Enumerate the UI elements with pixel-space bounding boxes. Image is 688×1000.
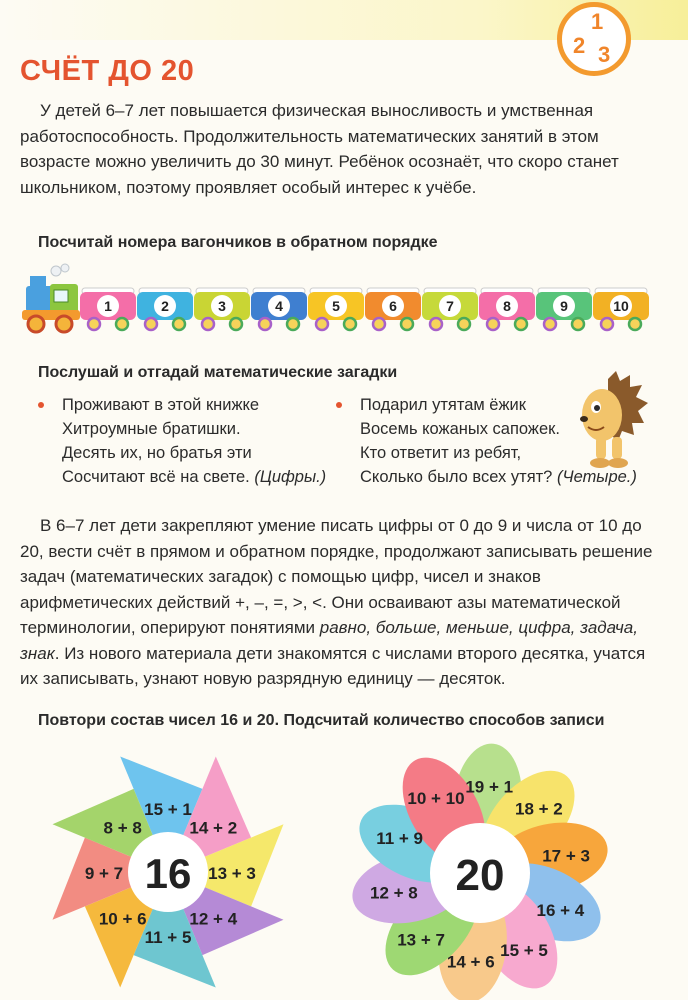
train-car-2 — [137, 288, 193, 330]
locomotive — [22, 264, 80, 332]
pinwheel-sum: 14 + 2 — [189, 818, 238, 838]
train-car-3 — [194, 288, 250, 330]
train-car-8 — [479, 288, 535, 330]
train-car-number: 4 — [275, 298, 283, 314]
train-illustration — [20, 262, 670, 342]
riddle-1-line-1: Проживают в этой книжке — [62, 396, 260, 414]
riddle-1-line-4: Сосчитают всё на свете. — [62, 468, 250, 486]
pinwheel-sum: 9 + 7 — [84, 864, 124, 883]
riddles-heading: Послушай и отгадай математические загадки — [38, 364, 398, 381]
riddle-2-line-4: Сколько было всех утят? — [360, 468, 553, 486]
flower-sum: 12 + 8 — [370, 883, 418, 903]
train-svg — [20, 262, 670, 342]
intro-paragraph: У детей 6–7 лет повышается физическая выносливость и умственная работоспособность. Продолжительность математических занятий в этом возрасте можно увеличить до 30 минут. Ребёнок осознаёт, что скоро станет школьником, поэтому проявляет особый интерес к учёбе. — [20, 101, 619, 197]
pinwheel-sum: 15 + 1 — [144, 800, 192, 819]
train-car-9 — [536, 288, 592, 330]
numbers-badge — [557, 2, 631, 76]
riddle-2-line-1: Подарил утятам ёжик — [360, 396, 526, 414]
riddle-1 — [38, 393, 326, 489]
flower-sum: 11 + 9 — [376, 829, 424, 849]
body-paragraph-2 — [20, 513, 666, 692]
train-heading: Посчитай номера вагончиков в обратном порядке — [38, 234, 438, 251]
pinwheel-sum: 13 + 3 — [208, 864, 256, 883]
pinwheel-sum: 12 + 4 — [189, 909, 238, 929]
pinwheel-16 — [22, 738, 322, 1000]
riddle-1-answer: (Цифры.) — [254, 468, 327, 486]
page-title: СЧЁТ ДО 20 — [20, 55, 195, 87]
badge-digit-3: 3 — [598, 42, 611, 67]
flower-center-number: 20 — [455, 851, 505, 900]
bullet-icon — [336, 402, 342, 408]
badge-digit-2: 2 — [573, 33, 586, 58]
body-text-start: В 6–7 лет дети закрепляют умение писать цифры от 0 до 9 и числа от 10 до 20, вести счёт в прямом и обратном порядке, продолжают записывать решение задач (математических загадок) с помощью цифр, чисел и знаков арифметических действий +, –, =, >, <. Они осваивают азы математической терминологии, оперируют понятиями — [20, 516, 653, 637]
train-car-number: 7 — [446, 298, 454, 314]
flower-20 — [345, 740, 685, 1000]
train-car-number: 2 — [161, 298, 169, 314]
pinwheel-sum: 11 + 5 — [144, 928, 192, 947]
train-car-number: 5 — [332, 298, 340, 314]
riddle-2-line-2: Восемь кожаных сапожек. — [360, 420, 560, 438]
train-cars — [80, 288, 649, 330]
pinwheel-center-number: 16 — [144, 850, 192, 897]
train-car-number: 8 — [503, 298, 511, 314]
riddle-2-line-3: Кто ответит из ребят, — [360, 444, 522, 462]
riddle-1-line-2: Хитроумные братишки. — [62, 420, 241, 438]
train-car-4 — [251, 288, 307, 330]
train-car-number: 9 — [560, 298, 568, 314]
riddle-1-line-3: Десять их, но братья эти — [62, 444, 252, 462]
flower-sum: 16 + 4 — [536, 900, 585, 920]
math-terms: равно, больше, меньше, цифра, задача, знак — [20, 618, 638, 663]
flower-sum: 14 + 6 — [446, 952, 495, 972]
flower-sum: 15 + 5 — [500, 941, 548, 961]
flower-sum: 10 + 10 — [407, 788, 465, 808]
badge-digit-1: 1 — [591, 9, 604, 34]
flower-sum: 17 + 3 — [542, 846, 590, 866]
pinwheel-sum: 8 + 8 — [103, 818, 142, 838]
hedgehog-illustration — [578, 371, 650, 471]
train-car-7 — [422, 288, 478, 330]
train-car-number: 1 — [104, 298, 112, 314]
train-car-10 — [593, 288, 649, 330]
flower-sum: 19 + 1 — [465, 777, 514, 797]
train-car-5 — [308, 288, 364, 330]
train-car-number: 6 — [389, 298, 397, 314]
train-car-number: 3 — [218, 298, 226, 314]
flower-sum: 18 + 2 — [515, 799, 563, 819]
train-car-number: 10 — [613, 298, 629, 314]
train-car-6 — [365, 288, 421, 330]
flower-sum: 13 + 7 — [397, 930, 445, 950]
body-text-end: . Из нового материала дети знакомятся с числами второго десятка, учатся их записывать, узнают новую разрядную единицу — десяток. — [20, 643, 646, 688]
bullet-icon — [38, 402, 44, 408]
train-car-1 — [80, 288, 136, 330]
pinwheel-sum: 10 + 6 — [98, 909, 147, 929]
riddle-2-answer: (Четыре.) — [556, 468, 637, 486]
composition-heading: Повтори состав чисел 16 и 20. Подсчитай количество способов записи — [38, 712, 605, 729]
